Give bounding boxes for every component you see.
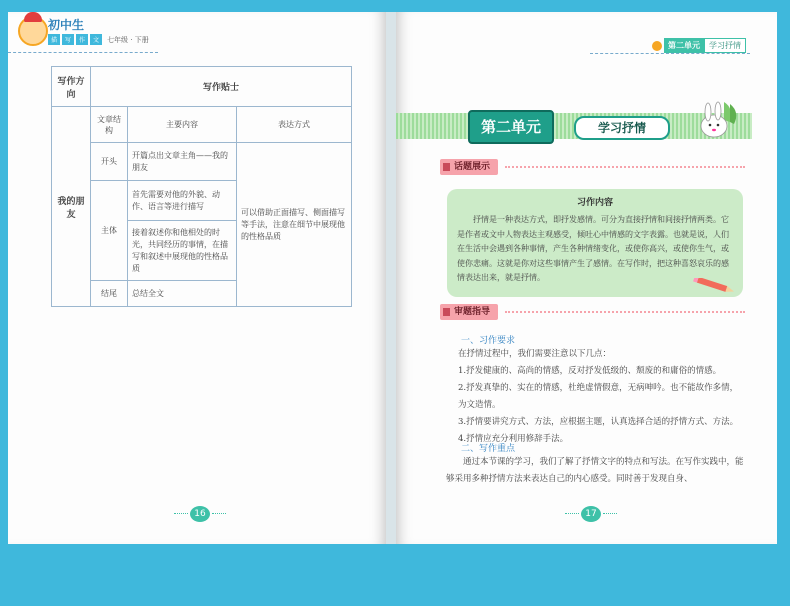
guidance-item: 2.抒发真挚的、实在的情感，杜绝虚情假意，无病呻吟。也不能故作多情，为文造情。 xyxy=(458,383,739,410)
table-header-tips: 写作贴士 xyxy=(91,67,352,107)
part-cell: 开头 xyxy=(91,143,128,181)
direction-cell: 我的朋友 xyxy=(52,107,91,307)
page-number-left: 16 xyxy=(190,506,210,522)
content-cell: 开篇点出文章主角——我的朋友 xyxy=(128,143,237,181)
mascot-icon xyxy=(18,16,48,46)
book-gutter xyxy=(386,12,396,544)
subheader-structure: 文章结构 xyxy=(91,107,128,143)
left-header xyxy=(8,14,178,54)
table-header-direction: 写作方向 xyxy=(52,67,91,107)
grade-label: 七年级 · 下册 xyxy=(107,35,149,44)
section-divider xyxy=(505,166,745,168)
content-cell: 首先需要对他的外貌、动作、语言等进行描写 xyxy=(128,181,237,221)
header-divider xyxy=(590,53,750,54)
section-label-topic: 话题展示 xyxy=(440,159,498,175)
section-divider xyxy=(505,311,745,313)
part-cell: 结尾 xyxy=(91,281,128,307)
part-cell: 主体 xyxy=(91,181,128,281)
pencil-icon xyxy=(691,278,737,292)
book-tag: 文 xyxy=(90,34,102,45)
book-tag: 写 xyxy=(62,34,74,45)
expression-cell: 可以借助正面描写、侧面描写等手法，注意在细节中展现他的性格品质 xyxy=(237,143,352,307)
writing-tips-table xyxy=(51,66,352,307)
header-topic: 学习抒情 xyxy=(704,38,746,53)
header-dot-icon xyxy=(652,41,662,51)
header-unit: 第二单元 xyxy=(664,38,704,53)
book-title: 初中生 xyxy=(48,18,85,32)
heading-requirements: 一、习作要求 xyxy=(461,336,516,346)
guidance-item: 3.抒情要讲究方式、方法，应根据主题，认真选择合适的抒情方式、方法。 xyxy=(458,417,739,427)
focus-paragraph: 通过本节课的学习，我们了解了抒情文字的特点和写法。在写作实践中，能够采用多种抒情方法来表达自己的内心感受。同时善于发现自身、 xyxy=(446,457,744,484)
book-tag: 作 xyxy=(76,34,88,45)
guidance-body xyxy=(458,346,746,448)
book-tags xyxy=(48,34,149,45)
content-box-text: 抒情是一种表达方式，即抒发感情。可分为直接抒情和间接抒情两类。它是作者或文中人物表达主观感受，倾吐心中情感的文字表露。也就是说，人们在生活中会遇到各种事情，产生各种情绪变化，或使你高兴，或使你生气，或使你悲痛。这就是你对这些事情产生了感情。在写作时，把这种喜怒哀乐的感情表达出来，就是抒情。 xyxy=(457,215,729,282)
page-number-right: 17 xyxy=(581,506,601,522)
header-divider xyxy=(8,52,158,53)
content-box-title: 习作内容 xyxy=(576,198,613,208)
unit-title: 第二单元 xyxy=(468,110,554,144)
guidance-intro: 在抒情过程中，我们需要注意以下几点： xyxy=(458,349,612,359)
rabbit-mascot-icon xyxy=(694,100,740,140)
guidance-item: 1.抒发健康的、高尚的情感，反对抒发低级的、颓废的和庸俗的情感。 xyxy=(458,366,722,376)
section-label-guidance: 审题指导 xyxy=(440,304,498,320)
content-cell: 接着叙述你和他相处的时光，共同经历的事情，在描写和叙述中展现他的性格品质 xyxy=(128,221,237,281)
book-tag: 描 xyxy=(48,34,60,45)
guidance-item: 4.抒情应充分利用修辞手法。 xyxy=(458,434,569,444)
topic-title: 学习抒情 xyxy=(574,116,670,140)
subheader-content: 主要内容 xyxy=(128,107,237,143)
right-header xyxy=(652,38,746,53)
heading-focus: 二、写作重点 xyxy=(461,444,516,454)
content-cell: 总结全文 xyxy=(128,281,237,307)
subheader-expression: 表达方式 xyxy=(237,107,352,143)
